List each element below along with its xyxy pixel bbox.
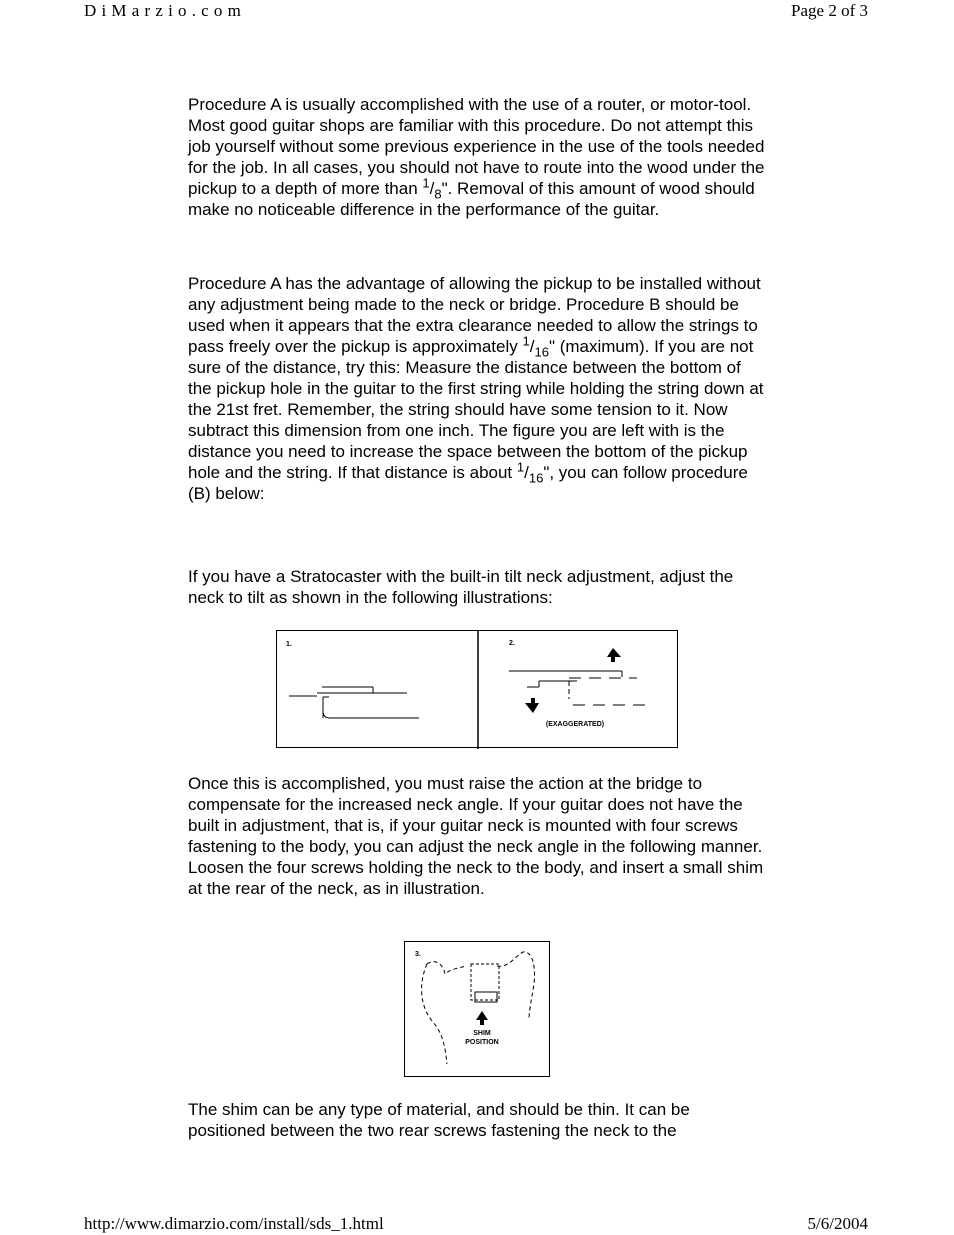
page-number: Page 2 of 3 <box>791 1 868 20</box>
fraction-denominator: 16 <box>528 470 544 486</box>
paragraph-procedure-b <box>188 273 768 504</box>
neck-straight-diagram <box>289 687 419 718</box>
shim-position-drawing <box>405 942 551 1078</box>
paragraph-text: ", you can follow procedure (B) below: <box>188 463 748 503</box>
figure-1-label: 1. <box>286 641 292 648</box>
fraction-slash: / <box>429 179 435 198</box>
paragraph-text: Procedure A has the advantage of allowing the pickup to be installed without any adjustment being made to the neck or bridge. Procedure B should be used when it appears that the extra clearance needed to allow the strings to pass freely over the pickup is approximately <box>188 274 761 356</box>
print-date: 5/6/2004 <box>807 1214 868 1233</box>
fraction-slash: / <box>529 337 535 356</box>
arrow-up-icon <box>607 648 621 662</box>
fraction-denominator: 8 <box>434 186 442 202</box>
paragraph-text: Procedure A is usually accomplished with the use of a router, or motor-tool. Most good guitar shops are familiar with this procedure. Do not attempt this job yourself without some previous experience in the use of the tools needed for the job. In all cases, you should not have to route into the wood under the pickup to a depth of more than <box>188 95 765 198</box>
paragraph-procedure-a <box>188 94 768 220</box>
paragraph-stratocaster: If you have a Stratocaster with the built-in tilt neck adjustment, adjust the neck to tilt as shown in the following illustrations: <box>188 567 734 607</box>
page-url[interactable]: http://www.dimarzio.com/install/sds_1.html <box>84 1214 384 1233</box>
neck-tilt-drawing <box>277 631 679 749</box>
arrow-up-icon <box>476 1011 488 1025</box>
shim-position-illustration <box>404 941 550 1077</box>
fraction-slash: / <box>524 463 529 482</box>
paragraph-raise-action: Once this is accomplished, you must raise the action at the bridge to compensate for the increased neck angle. If your guitar does not have the built in adjustment, that is, if your guitar neck is mounted with four screws fastening to the body, you can adjust the neck angle in the following manner. Loosen the four screws holding the neck to the body, and insert a small shim at the rear of the neck, as in illustration. <box>188 774 764 898</box>
exaggerated-caption: (EXAGGERATED) <box>545 721 605 728</box>
figure-2-label: 2. <box>509 640 515 647</box>
neck-tilted-diagram <box>509 671 653 705</box>
paragraph-text: ". Removal of this amount of wood should make no noticeable difference in the performance of the guitar. <box>188 179 755 219</box>
guitar-body-outline <box>422 952 535 1064</box>
figure-3-label: 3. <box>415 951 421 958</box>
arrow-down-icon <box>525 698 539 713</box>
fraction-denominator: 16 <box>534 344 549 360</box>
shim-caption-line-2: POSITION <box>465 1039 499 1046</box>
fraction-numerator: 1 <box>422 175 430 191</box>
shim-caption-line-1: SHIM <box>473 1030 491 1037</box>
fraction-numerator: 1 <box>516 459 525 475</box>
paragraph-shim-material: The shim can be any type of material, and should be thin. It can be positioned between the two rear screws fastening the neck to the <box>188 1100 690 1140</box>
neck-tilt-illustration <box>276 630 678 748</box>
neck-pocket <box>471 964 499 1002</box>
fraction-numerator: 1 <box>522 333 530 349</box>
paragraph-text: " (maximum). If you are not sure of the distance, try this: Measure the distance between the bottom of the pickup hole in the guitar to the first string while holding the string down at the 21st fret. Remember, the string should have some tension to it. Now subtract this dimension from one inch. The figure you are left with is the distance you need to increase the space between the bottom of the pickup hole and the string. If that distance is about <box>188 337 764 482</box>
site-header: DiMarzio.com <box>84 1 247 20</box>
